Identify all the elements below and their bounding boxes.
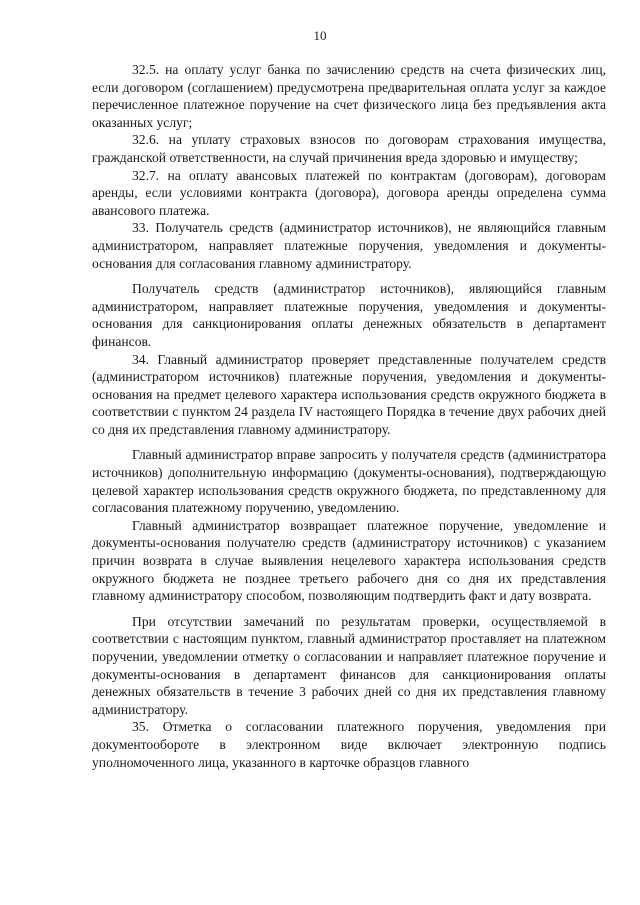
paragraph-33-second: Получатель средств (администратор источников), являющийся главным администратором, направляет платежные поручения, уведомления и документы-основания для санкционирования оплаты денежных обязательств в департамент финансов. (92, 281, 606, 349)
paragraph-34-request: Главный администратор вправе запросить у получателя средств (администратора источников) дополнительную информацию (документы-основания), подтверждающую целевой характер использования средств окружного бюджета, по представленному для согласования платежному поручению, уведомлению. (92, 447, 606, 516)
paragraph-35: 35. Отметка о согласовании платежного поручения, уведомления при документообороте в электронном виде включает электронную подпись уполномоченного лица, указанного в карточке образцов главного (92, 719, 606, 770)
paragraph-32-5: 32.5. на оплату услуг банка по зачислению средств на счета физических лиц, если договором (соглашением) предусмотрена предварительная оплата услуг за каждое перечисленное платежное поручение на счет физического лица без предъявления акта оказанных услуг; (92, 62, 606, 130)
paragraph-34-approval: При отсутствии замечаний по результатам проверки, осуществляемой в соответствии с настоящим пунктом, главный администратор проставляет на платежном поручении, уведомлении отметку о согласовании и направляет платежное поручение и документы-основания в департамент финансов для санкционирования оплаты денежных обязательств в течение 3 рабочих дней со дня их представления главному администратору. (92, 613, 606, 717)
paragraph-32-6: 32.6. на уплату страховых взносов по договорам страхования имущества, гражданской ответственности, на случай причинения вреда здоровью и имуществу; (92, 132, 606, 165)
paragraph-34: 34. Главный администратор проверяет представленные получателем средств (администратором источников) платежные поручения, уведомления и документы-основания на предмет целевого характера использования средств окружного бюджета в соответствии с пунктом 24 раздела IV настоящего Порядка в течение двух рабочих дней со дня их представления главному администратору. (92, 351, 606, 437)
document-body (92, 61, 606, 771)
page-number: 10 (313, 28, 327, 43)
paragraph-32-7: 32.7. на оплату авансовых платежей по контрактам (договорам), договорам аренды, если условиями контракта (договора), договора аренды определена сумма авансового платежа. (92, 167, 606, 218)
paragraph-33: 33. Получатель средств (администратор источников), не являющийся главным администратором, направляет платежные поручения, уведомления и документы-основания для согласования главному администратору. (92, 220, 606, 271)
paragraph-34-return: Главный администратор возвращает платежное поручение, уведомление и документы-основания получателю средств (администратору источников) с указанием причин возврата в случае выявления нецелевого характера использования средств окружного бюджета не позднее третьего рабочего дня со дня их представления главному администратору способом, позволяющим подтвердить факт и дату возврата. (92, 517, 606, 604)
